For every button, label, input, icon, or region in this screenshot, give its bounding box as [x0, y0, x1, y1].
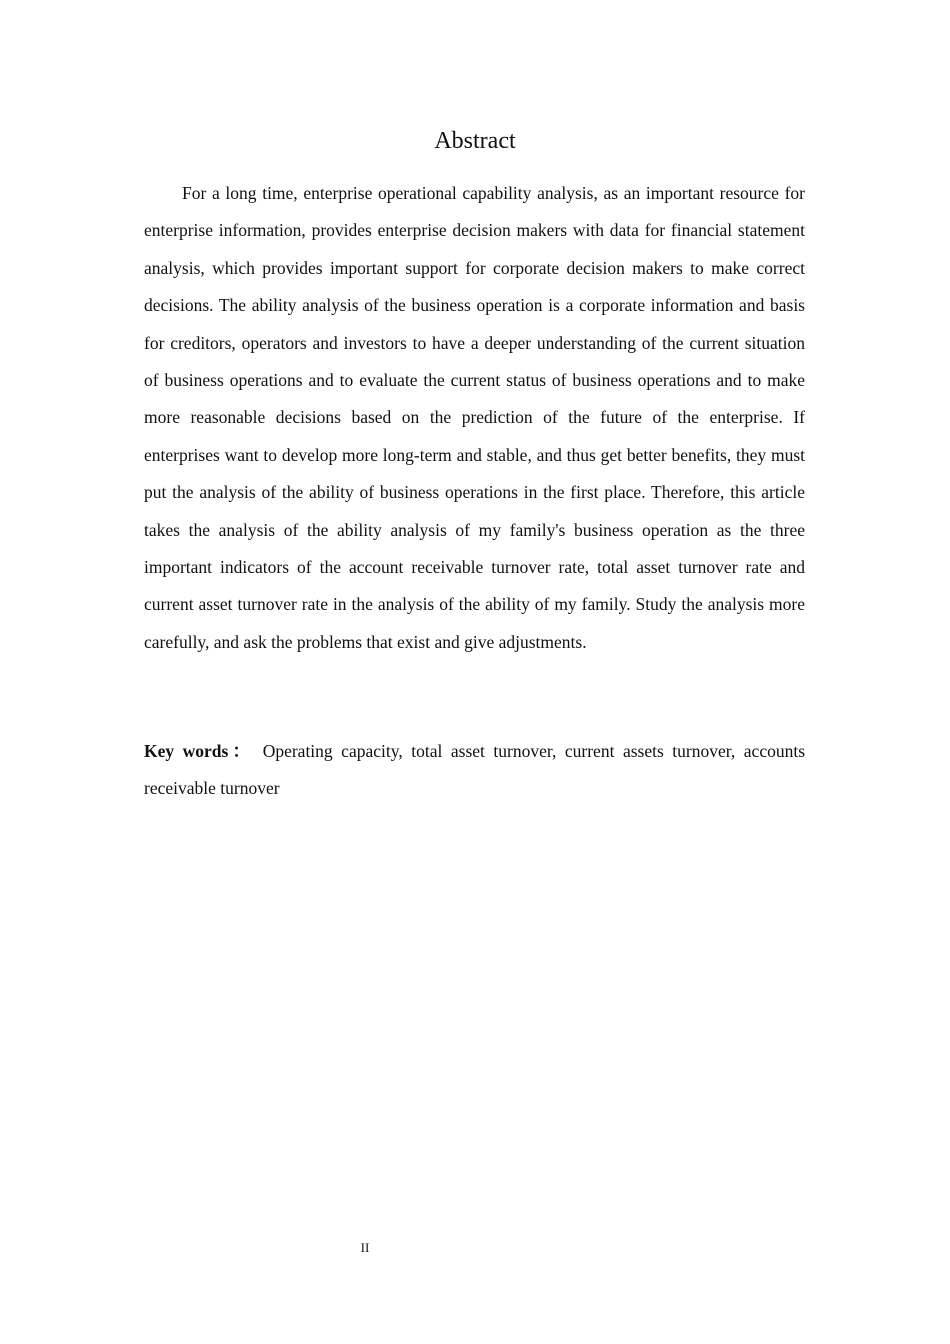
abstract-paragraph: For a long time, enterprise operational capability analysis, as an important resource for enterprise information, provides enterprise decision makers with data for financial statement analysis, which provides important support for corporate decision makers to make correct decisions. The ability analysis of the business operation is a corporate information and basis for creditors, operators and investors to have a deeper understanding of the current situation of business operations and to evaluate the current status of business operations and to make more reasonable decisions based on the prediction of the future of the enterprise. If enterprises want to develop more long-term and stable, and thus get better benefits, they must put the analysis of the ability of business operations in the first place. Therefore, this article takes the analysis of the ability analysis of my family's business operation as the three important indicators of the account receivable turnover rate, total asset turnover rate and current asset turnover rate in the analysis of the ability of my family. Study the analysis more carefully, and ask the problems that exist and give adjustments.	[144, 183, 805, 652]
keywords-line	[144, 733, 805, 806]
abstract-title: Abstract	[434, 128, 516, 154]
keywords-label: Key words：	[144, 741, 255, 761]
page-number: II	[360, 1240, 370, 1255]
keywords-text: Operating capacity, total asset turnover, current assets turnover, accounts receivable turnover	[144, 741, 806, 798]
